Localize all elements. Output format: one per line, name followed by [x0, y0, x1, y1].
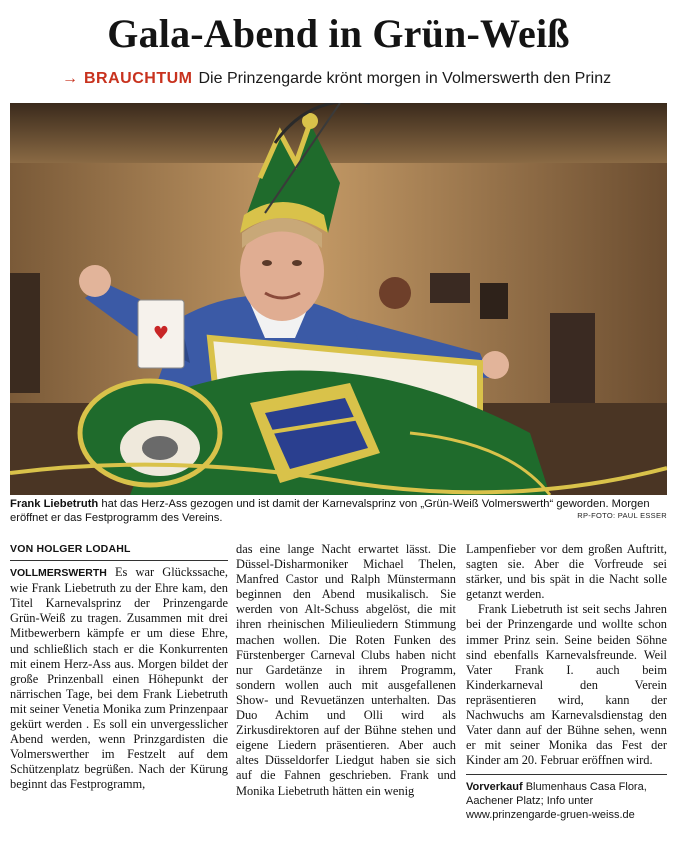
kicker-label: BRAUCHTUM [84, 70, 193, 87]
kicker-text: Die Prinzengarde krönt morgen in Volmerswerth den Prinz [198, 70, 612, 87]
paragraph: das eine lange Nacht erwartet lässt. Die Düssel-Disharmoniker Michael Thelen, Manfred Castor und Ralph Münstermann beginnen den Abend musikalisch. Sie werden von Alt-Schuss abgelöst, die mit ihren rheinischen Milieuliedern Stimmung machen wollen. Die Roten Funken des Fürstenberger Carneval Clubs haben nicht nur Gardetänze in ihrem Programm, sondern wollen auch mit ausgefallenen Show- und Revuetänzen unterhalten. Das Duo Achim und Olli wird als Zirkusdirektoren auf der Bühne stehen und eigene Liedern präsentieren. Aber auch altes Düsseldorfer Liedgut haben sie sich auf die Fahnen geschrieben. Frank und Monika Liebetruth hätten ein wenig [236, 542, 456, 798]
wall-plate [379, 277, 411, 309]
doorway [550, 313, 595, 403]
headline: Gala-Abend in Grün-Weiß [107, 11, 570, 56]
kicker [62, 68, 662, 90]
hand [481, 351, 509, 379]
arrow-right-icon: → [62, 70, 78, 87]
article-column-2 [236, 542, 456, 799]
article-column-3 [466, 542, 667, 822]
ceiling [10, 103, 667, 163]
article-column-1 [10, 542, 228, 793]
wall-picture [480, 283, 508, 319]
dateline: VOLLMERSWERTH [10, 567, 107, 580]
presale-text: Blumenhaus Casa Flora, Aachener Platz; Info unter www.prinzengarde-gruen-weiss.de [466, 781, 647, 822]
paragraph: Frank Liebetruth ist seit sechs Jahren bei der Prinzengarde und wollte schon immer Prinz sein. Seine beiden Söhne sind ebenfalls Karnevalsfreunde. Weil Vater Frank I. auch beim Kinderkarneval den Verein repräsentieren wird, kann der Nachwuchs am Karnevalsdienstag den Vater dann auf der Bühne sehen, wenn er mit seiner Monika das Fest der Kinder am 20. Februar eröffnen wird. [466, 602, 667, 768]
photo-illustration [10, 103, 667, 495]
byline: VON HOLGER LODAHL [10, 542, 228, 561]
heart-icon: ♥ [152, 323, 170, 344]
caption-name: Frank Liebetruth [10, 498, 99, 510]
photo-caption [10, 497, 667, 525]
paragraph: Lampenfieber vor dem großen Auftritt, sagten sie. Aber die Vorfreude sei stärker, und bis spät in die Nacht solle getanzt werden. [466, 542, 667, 602]
caption-text: hat das Herz-Ass gezogen und ist damit der Karnevalsprinz von „Grün-Weiß Volmerswerth“ geworden. Morgen eröffnet er das Festprogramm des Vereins. [10, 498, 650, 524]
hand [79, 265, 111, 297]
photo-credit: RP-FOTO: PAUL ESSER [577, 511, 667, 520]
article-photo [10, 103, 667, 495]
paragraph [10, 565, 228, 792]
paragraph-text: Es war Glückssache, wie Frank Liebetruth zu der Ehre kam, den Titel Karnevalsprinz der Prinzengarde Grün-Weiß zu tragen. Zusammen mit drei Mitbewerbern kämpfe er um diese Ehre, und schließlich stach er die Konkurrenten mit einem Herz-Ass aus. Morgen bildet der große Prinzenball einen Höhepunkt der närrischen Tage, bei dem Frank Liebetruth mit seiner Venetia Monika zum Prinzenpaar gekürt werden . Es soll ein unvergesslicher Abend werden, wenn Prinzgardisten die Volmerswerther im Festzelt auf dem Schützenplatz begrüßen. Nach der Kürung beginnt das Festprogramm, [10, 565, 228, 792]
background-person [10, 273, 40, 393]
wall-picture [430, 273, 470, 303]
presale-box [466, 774, 667, 822]
presale-label: Vorverkauf [466, 781, 523, 794]
